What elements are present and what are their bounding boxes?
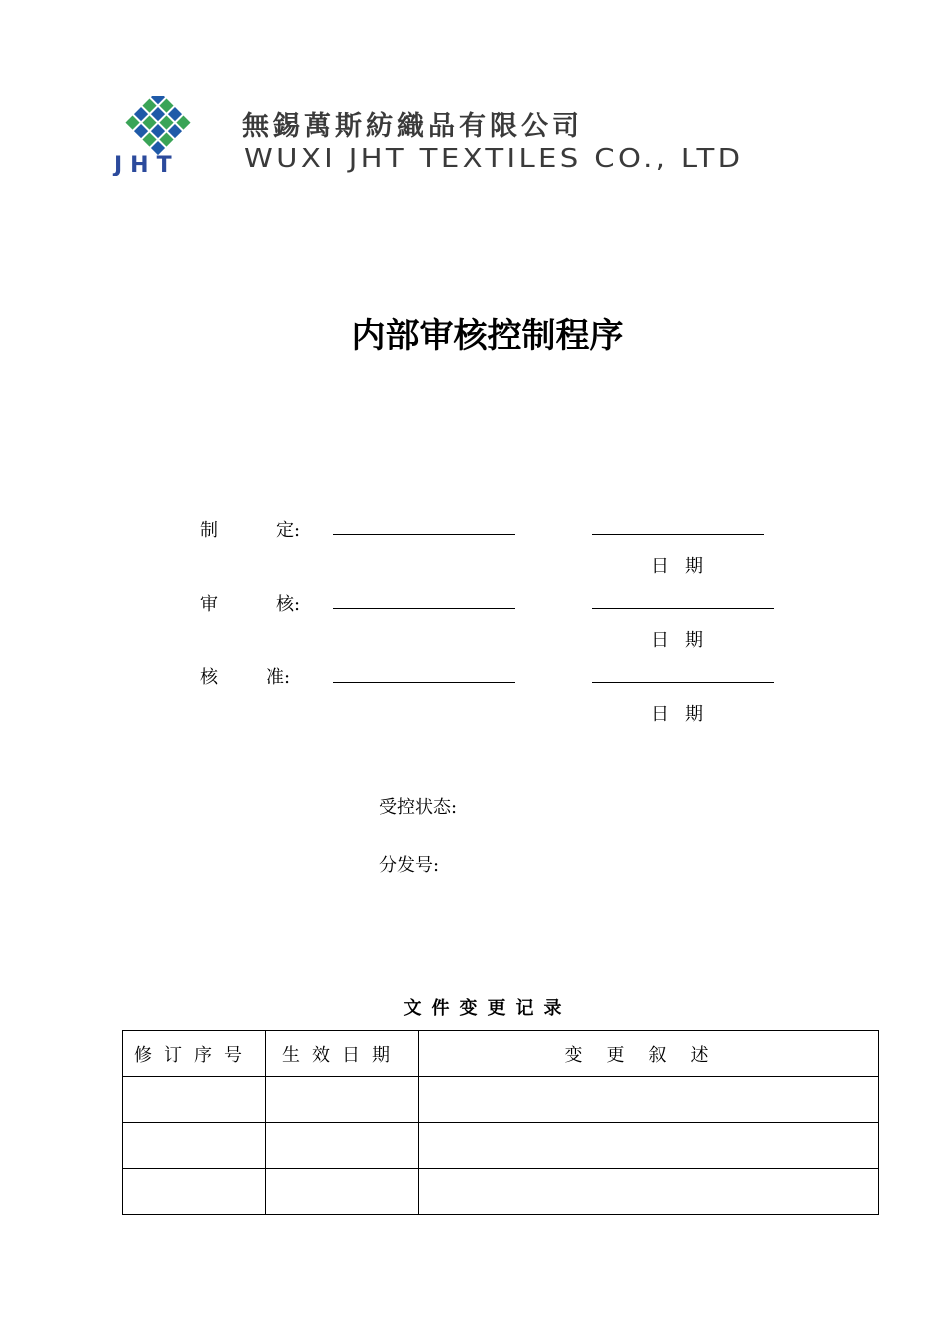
sig-label-prepared-b: 定: (276, 520, 301, 541)
table-cell[interactable] (123, 1123, 266, 1169)
logo-text: JHT (114, 153, 180, 176)
table-cell[interactable] (266, 1077, 419, 1123)
date-line[interactable] (592, 608, 774, 609)
table-cell[interactable] (419, 1169, 879, 1215)
sig-label-approve-b: 准: (266, 667, 291, 688)
date-line[interactable] (592, 682, 774, 683)
date-label: 日期 (651, 630, 719, 651)
company-logo (110, 96, 210, 176)
table-row (123, 1123, 879, 1169)
logo-weave-icon (110, 96, 210, 176)
change-record-title: 文件变更记录 (403, 998, 572, 1019)
table-row (123, 1077, 879, 1123)
distribution-number-label: 分发号: (379, 855, 440, 876)
sig-label-review-b: 核: (276, 594, 301, 615)
column-header-revision: 修订序号 (123, 1031, 266, 1077)
change-record-table (122, 1030, 879, 1215)
table-cell[interactable] (266, 1123, 419, 1169)
document-title: 内部审核控制程序 (351, 316, 624, 356)
signature-line[interactable] (333, 534, 515, 535)
table-header-row (123, 1031, 879, 1077)
sig-label-review-a: 审 (200, 594, 218, 615)
sig-label-approve-a: 核 (200, 667, 218, 688)
table-cell[interactable] (419, 1123, 879, 1169)
column-header-description: 变更叙述 (419, 1031, 879, 1077)
sig-label-prepared-a: 制 (200, 520, 218, 541)
table-cell[interactable] (419, 1077, 879, 1123)
table-row (123, 1169, 879, 1215)
table-cell[interactable] (266, 1169, 419, 1215)
table-cell[interactable] (123, 1169, 266, 1215)
signature-line[interactable] (333, 682, 515, 683)
column-header-effective-date: 生效日期 (266, 1031, 419, 1077)
date-label: 日期 (651, 556, 719, 577)
date-label: 日期 (651, 704, 719, 725)
control-status-label: 受控状态: (379, 797, 458, 818)
company-name-cn: 無錫萬斯紡織品有限公司 (242, 111, 583, 142)
date-line[interactable] (592, 534, 764, 535)
table-cell[interactable] (123, 1077, 266, 1123)
company-name-en: WUXI JHT TEXTILES CO., LTD (244, 144, 744, 174)
signature-line[interactable] (333, 608, 515, 609)
